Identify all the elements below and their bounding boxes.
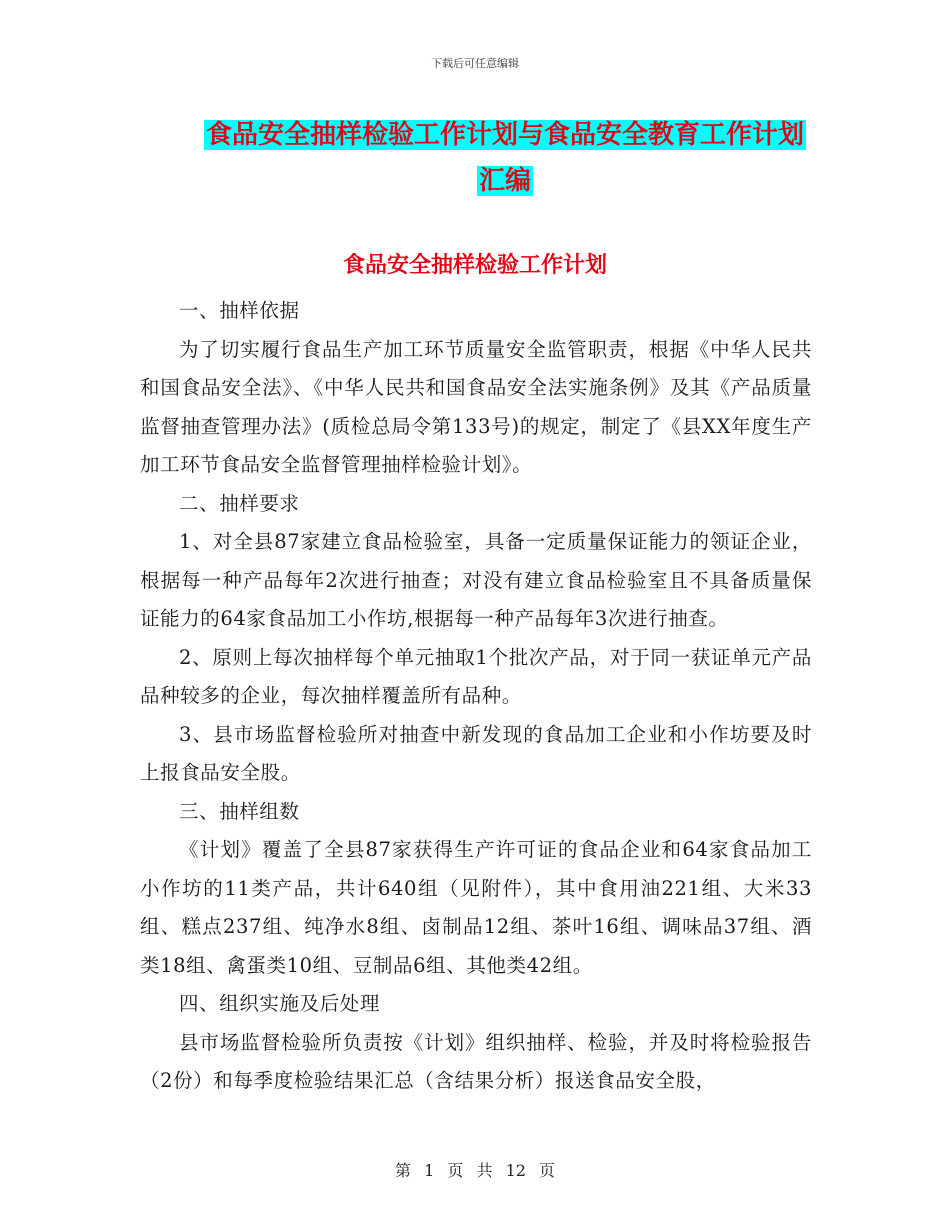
document-title-line1: 食品安全抽样检验工作计划与食品安全教育工作计划: [205, 120, 804, 150]
footer-page-mid: 页: [447, 1161, 464, 1180]
header-note: 下载后可任意编辑: [431, 57, 519, 70]
paragraph-requirement-2: 2、原则上每次抽样每个单元抽取1个批次产品，对于同一获证单元产品品种较多的企业，每次抽样覆盖所有品种。: [140, 645, 812, 707]
paragraph-requirement-1: 1、对全县87家建立食品检验室，具备一定质量保证能力的领证企业，根据每一种产品每年2次进行抽查；对没有建立食品检验室且不具备质量保证能力的64家食品加工小作坊,根据每一种产品每年3次进行抽查。: [140, 530, 812, 630]
footer-page-prefix: 第: [394, 1161, 411, 1180]
paragraph-requirement-3: 3、县市场监督检验所对抽查中新发现的食品加工企业和小作坊要及时上报食品安全股。: [140, 722, 812, 784]
footer-page-current: 1: [424, 1161, 435, 1180]
heading-sampling-groups: 三、抽样组数: [179, 799, 300, 823]
paragraph-sampling-basis: 为了切实履行食品生产加工环节质量安全监管职责，根据《中华人民共和国食品安全法》、《中华人民共和国食品安全法实施条例》及其《产品质量监督抽查管理办法》(质检总局令第133号)的规定，制定了《县XX年度生产加工环节食品安全监督管理抽样检验计划》。: [140, 337, 812, 476]
page-footer: [0, 1158, 950, 1181]
document-title: [195, 112, 815, 204]
paragraph-implementation: 县市场监督检验所负责按《计划》组织抽样、检验，并及时将检验报告（2份）和每季度检验结果汇总（含结果分析）报送食品安全股，: [140, 1030, 812, 1092]
document-title-line2: 汇编: [478, 166, 531, 196]
section-title: 食品安全抽样检验工作计划: [342, 253, 607, 278]
heading-sampling-basis: 一、抽样依据: [179, 299, 300, 322]
footer-page-suffix: 页: [539, 1161, 556, 1180]
footer-page-total: 12: [505, 1161, 526, 1180]
body-text: [140, 292, 812, 1101]
footer-total-prefix: 共: [476, 1161, 493, 1180]
heading-sampling-requirements: 二、抽样要求: [179, 491, 300, 515]
paragraph-sampling-groups: 《计划》覆盖了全县87家获得生产许可证的食品企业和64家食品加工小作坊的11类产品，共计640组（见附件），其中食用油221组、大米33组、糕点237组、纯净水8组、卤制品12组、茶叶16组、调味品37组、酒类18组、禽蛋类10组、豆制品6组、其他类42组。: [140, 838, 812, 977]
heading-implementation: 四、组织实施及后处理: [179, 992, 381, 1015]
